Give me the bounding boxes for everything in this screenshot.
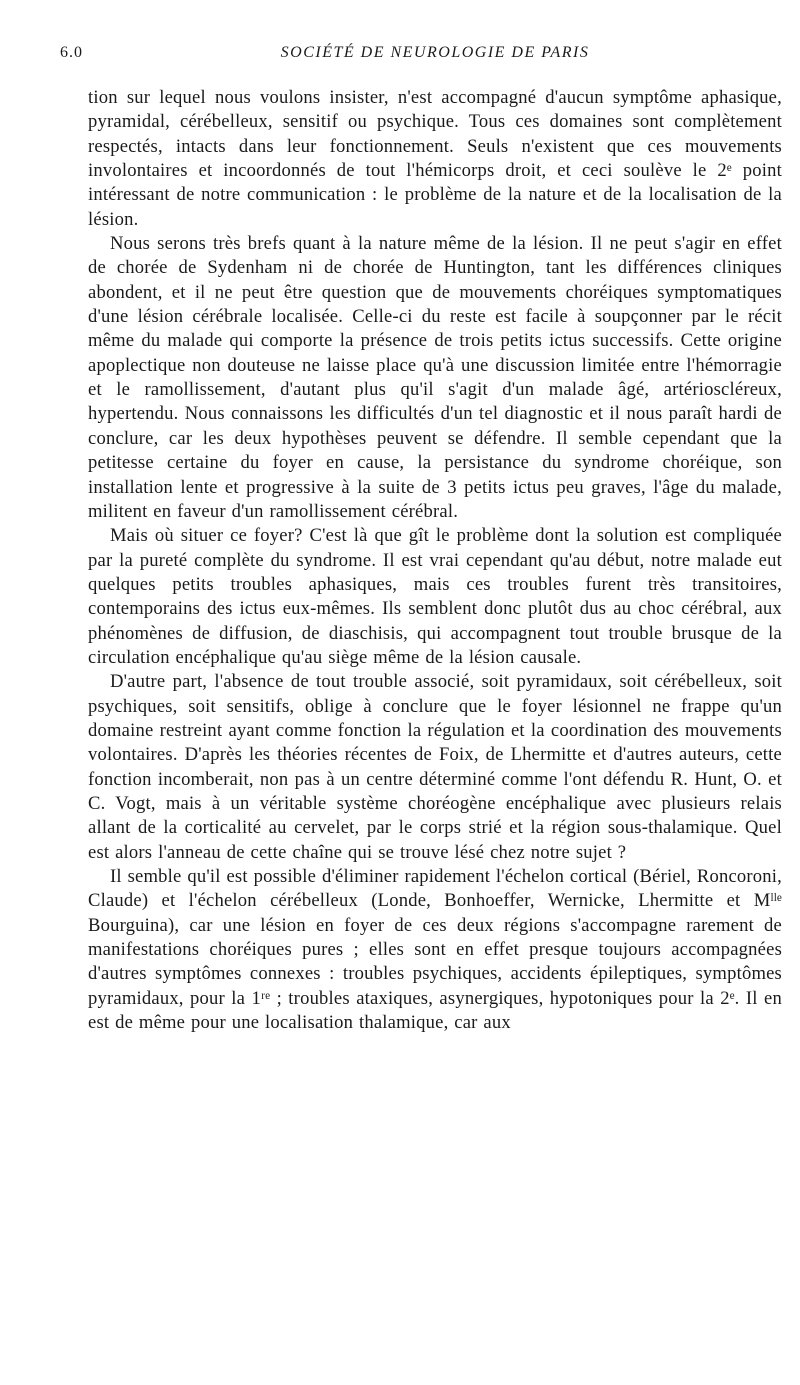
paragraph-4: D'autre part, l'absence de tout trouble associé, soit pyramidaux, soit cérébelleux, soit psychiques, soit sensitifs, oblige à conclure que le foyer lésionnel ne frappe qu'un domaine restreint ayant comme fonction la régulation et la coordination des mouvements volontaires. D'après les théories récentes de Foix, de Lhermitte et d'autres auteurs, cette fonction incomberait, non pas à un centre déterminé comme l'ont défendu R. Hunt, O. et C. Vogt, mais à un véritable système choréogène encéphalique avec plusieurs relais allant de la corticalité au cervelet, par le corps strié et la région sous-thalamique. Quel est alors l'anneau de cette chaîne qui se trouve lésé chez notre sujet ? — [88, 671, 782, 863]
paragraph-3: Mais où situer ce foyer? C'est là que gît le problème dont la solution est compliquée par la pureté complète du syndrome. Il est vrai cependant qu'au début, notre malade eut quelques petits troubles aphasiques, mais ces troubles furent très transitoires, contemporains des ictus eux-mêmes. Ils semblent donc plutôt dus au choc cérébral, aux phénomènes de diffusion, de diaschisis, qui accompagnent tout trouble brusque de la circulation encéphalique qu'au siège même de la lésion causale. — [88, 525, 782, 668]
body-text — [88, 86, 782, 1035]
running-title: SOCIÉTÉ DE NEUROLOGIE DE PARIS — [280, 44, 590, 61]
paragraph-1: tion sur lequel nous voulons insister, n'est accompagné d'aucun symptôme aphasique, pyramidal, cérébelleux, sensitif ou psychique. Tous ces domaines sont complètement respectés, intacts dans leur fonctionnement. Seuls n'existent que ces mouvements involontaires et incoordonnés de tout l'hémicorps droit, et ceci soulève le 2ᵉ point intéressant de notre communication : le problème de la nature et de la localisation de la lésion. — [88, 87, 782, 230]
page-header — [60, 44, 782, 74]
paragraph-2: Nous serons très brefs quant à la nature même de la lésion. Il ne peut s'agir en effet de chorée de Sydenham ni de chorée de Huntington, tant les différences cliniques abondent, et il ne peut être question que de mouvements choréiques symptomatiques d'une lésion cérébrale localisée. Celle-ci du reste est facile à soupçonner par le récit même du malade qui comporte la présence de trois petits ictus successifs. Cette origine apoplectique non douteuse ne laisse place qu'à une discussion limitée entre l'hémorragie et le ramollissement, d'autant plus qu'il s'agit d'un malade âgé, artérioscléreux, hypertendu. Nous connaissons les difficultés d'un tel diagnostic et il nous paraît hardi de conclure, car les deux hypothèses peuvent se défendre. Il semble cependant que la petitesse certaine du foyer en cause, la persistance du syndrome choréique, son installation lente et progressive à la suite de 3 petits ictus peu graves, l'âge du malade, militent en faveur d'un ramollissement cérébral. — [88, 233, 782, 522]
page — [60, 44, 782, 1035]
paragraph-5: Il semble qu'il est possible d'éliminer rapidement l'échelon cortical (Bériel, Roncoroni, Claude) et l'échelon cérébelleux (Londe, Bonhoeffer, Wernicke, Lhermitte et Mˡˡᵉ Bourguina), car une lésion en foyer de ces deux régions s'accompagne rarement de manifestations choréiques pures ; elles sont en effet presque toujours accompagnées d'autres symptômes connexes : troubles psychiques, accidents épileptiques, symptômes pyramidaux, pour la 1ʳᵉ ; troubles ataxiques, asynergiques, hypotoniques pour la 2ᵉ. Il en est de même pour une localisation thalamique, car aux — [88, 866, 782, 1034]
page-number: 6.0 — [60, 44, 83, 61]
